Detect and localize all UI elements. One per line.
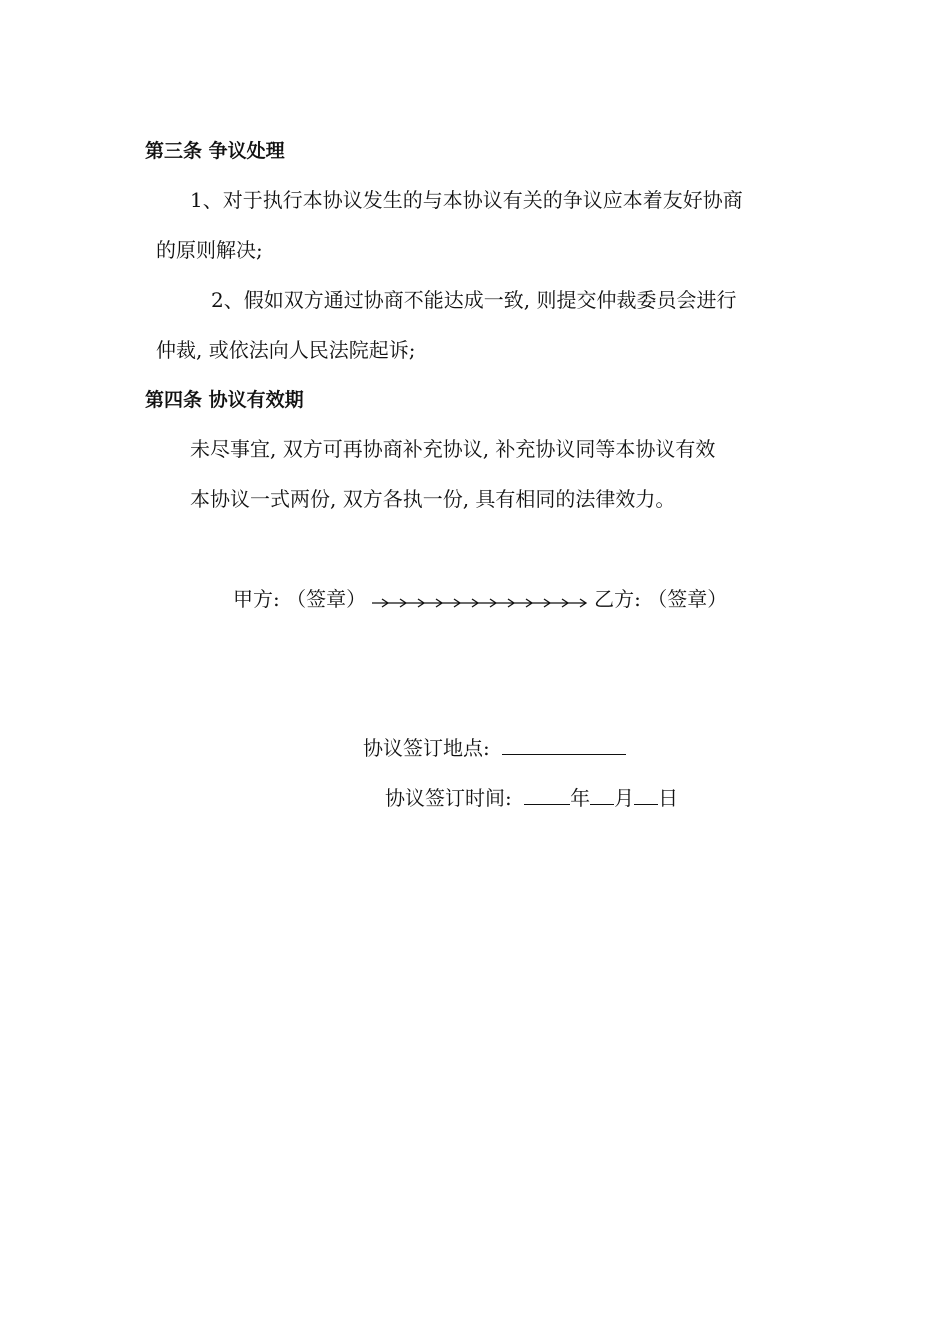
article-4-heading: 第四条 协议有效期 [145, 389, 304, 411]
arrow-tab-leader-icon [370, 594, 590, 608]
signing-place-row [363, 736, 626, 760]
signing-month-blank[interactable] [590, 786, 614, 805]
article-3-heading: 第三条 争议处理 [145, 140, 285, 162]
signing-place-blank[interactable] [502, 736, 626, 755]
day-label: 日 [658, 786, 679, 810]
article-3-item-2-line-2: 仲裁, 或依法向人民法院起诉; [156, 338, 416, 362]
month-label: 月 [614, 786, 635, 810]
article-4-paragraph-2: 本协议一式两份, 双方各执一份, 具有相同的法律效力。 [190, 487, 676, 511]
year-label: 年 [570, 786, 591, 810]
signature-row [233, 587, 727, 611]
signing-time-label: 协议签订时间: [385, 786, 512, 810]
party-b-signature-label: 乙方: （签章） [594, 587, 728, 611]
signing-place-label: 协议签订地点: [363, 736, 490, 760]
article-4-paragraph-1: 未尽事宜, 双方可再协商补充协议, 补充协议同等本协议有效 [190, 437, 716, 461]
article-3-item-2-line-1: 2、假如双方通过协商不能达成一致, 则提交仲裁委员会进行 [211, 288, 737, 312]
article-3-item-1-line-2: 的原则解决; [156, 238, 263, 262]
signing-year-blank[interactable] [524, 786, 570, 805]
signing-day-blank[interactable] [634, 786, 658, 805]
article-3-item-1-line-1: 1、对于执行本协议发生的与本协议有关的争议应本着友好协商 [190, 188, 743, 212]
signing-time-row [385, 786, 678, 810]
party-a-signature-label: 甲方: （签章） [233, 587, 367, 611]
